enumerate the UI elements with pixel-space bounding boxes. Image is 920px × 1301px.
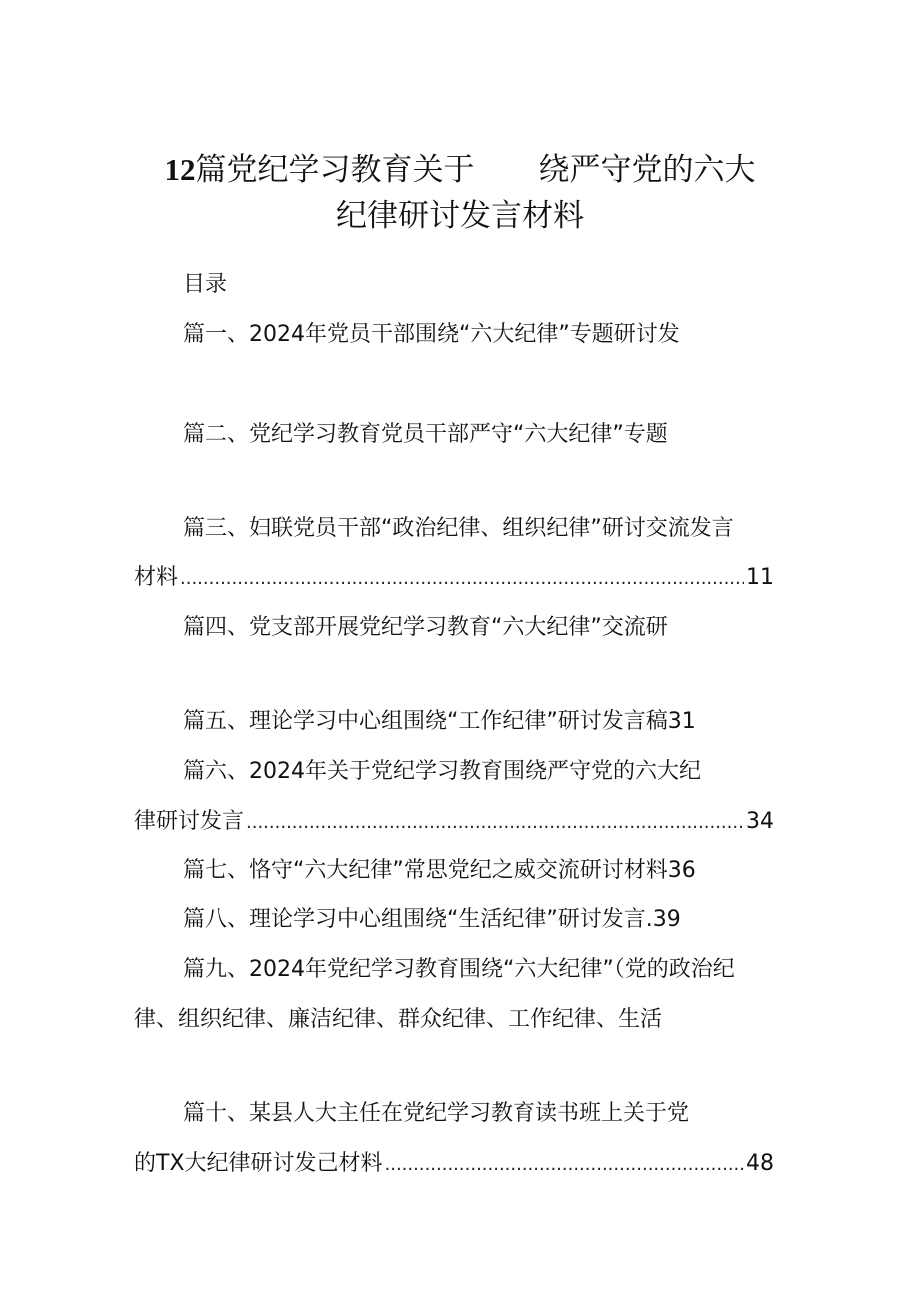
toc-entry-3: 篇三、妇联党员干部“政治纪律、组织纪律”研讨交流发言 bbox=[183, 516, 734, 541]
toc-entry-6: 篇六、2024年关于党纪学习教育围绕严守党的六大纪 bbox=[183, 759, 701, 784]
toc-entry-4: 篇四、党支部开展党纪学习教育“六大纪律”交流研 bbox=[183, 615, 668, 640]
document-title-line-2: 纪律研讨发言材料 bbox=[336, 198, 584, 234]
toc-entry-3-page: 11 bbox=[746, 565, 774, 590]
toc-entry-7: 篇七、恪守“六大纪律”常思党纪之威交流研讨材料36 bbox=[183, 858, 696, 883]
dot-leader bbox=[246, 808, 744, 838]
toc-entry-5: 篇五、理论学习中心组围绕“工作纪律”研讨发言稿31 bbox=[183, 709, 696, 734]
toc-entry-8: 篇八、理论学习中心组围绕“生活纪律”研讨发言.39 bbox=[183, 907, 681, 932]
toc-entry-1: 篇一、2024年党员干部围绕“六大纪律”专题研讨发 bbox=[183, 322, 680, 347]
toc-entry-10-page: 48 bbox=[746, 1151, 774, 1176]
toc-entry-9-continuation: 律、组织纪律、廉洁纪律、群众纪律、工作纪律、生活 bbox=[134, 1007, 663, 1032]
toc-entry-10-continuation bbox=[134, 1149, 774, 1179]
toc-entry-2: 篇二、党纪学习教育党员干部严守“六大纪律”专题 bbox=[183, 422, 668, 447]
toc-entry-10-tail: 的TX大纪律研讨发己材料 bbox=[134, 1151, 383, 1176]
toc-entry-9: 篇九、2024年党纪学习教育围绕“六大纪律”（党的政治纪 bbox=[183, 957, 735, 982]
toc-entry-3-tail: 材料 bbox=[134, 565, 179, 590]
title-number: 12 bbox=[164, 152, 196, 187]
document-title-line-1 bbox=[0, 150, 920, 190]
title-text-a: 篇党纪学习教育关于 bbox=[195, 152, 475, 188]
dot-leader bbox=[180, 564, 744, 594]
toc-entry-6-continuation bbox=[134, 807, 774, 837]
toc-entry-6-tail: 律研讨发言 bbox=[134, 809, 245, 834]
toc-heading: 目录 bbox=[183, 272, 228, 297]
title-text-b: 绕严守党的六大 bbox=[538, 152, 756, 188]
toc-entry-10: 篇十、某县人大主任在党纪学习教育读书班上关于党 bbox=[183, 1101, 690, 1126]
toc-entry-6-page: 34 bbox=[746, 809, 774, 834]
dot-leader bbox=[385, 1150, 744, 1180]
toc-entry-3-continuation bbox=[134, 563, 774, 593]
